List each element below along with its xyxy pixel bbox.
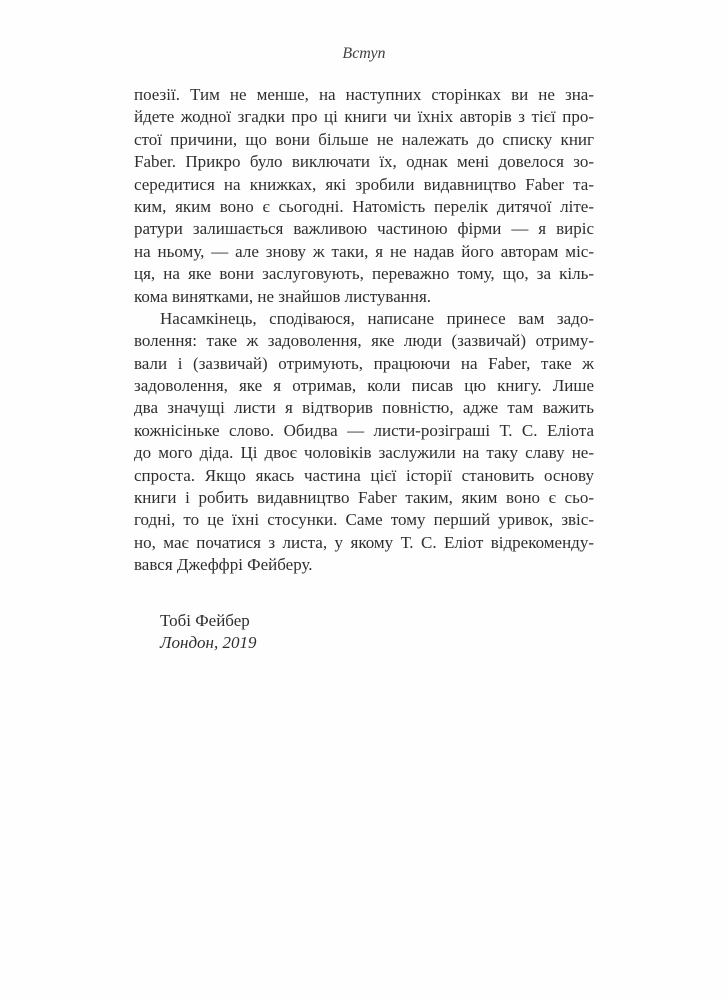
body-line-paragraph-start: Насамкінець, сподіваюся, написане принесе вам задо- bbox=[160, 308, 594, 328]
body-line: задоволення, яке я отримав, коли писав цю книгу. Лише bbox=[134, 376, 594, 396]
body-line-paragraph-end: вався Джеффрі Фейберу. bbox=[134, 555, 313, 575]
chapter-header: Вступ bbox=[342, 45, 386, 62]
body-line: ця, на яке вони заслуговують, переважно тому, що, за кіль- bbox=[134, 264, 594, 284]
body-line: годні, то це їхні стосунки. Саме тому перший уривок, звіс- bbox=[134, 510, 594, 530]
body-line: ким, яким воно є сьогодні. Натомість перелік дитячої літе- bbox=[134, 196, 594, 216]
body-line: до мого діда. Ці двоє чоловіків заслужили на таку славу не- bbox=[134, 443, 594, 463]
body-line: волення: таке ж задоволення, яке люди (зазвичай) отриму- bbox=[134, 331, 594, 351]
body-line-paragraph-end: кома винятками, не знайшов листування. bbox=[134, 286, 432, 306]
body-line: на ньому, — але знову ж таки, я не надав його авторам міс- bbox=[134, 241, 594, 261]
signature-author: Тобі Фейбер bbox=[160, 610, 250, 630]
body-line: кожнісіньке слово. Обидва — листи-розіграші Т. С. Еліота bbox=[134, 420, 594, 440]
body-line: книги і робить видавництво Faber таким, яким воно є сьо- bbox=[134, 488, 594, 508]
signature-block bbox=[134, 610, 594, 655]
body-line: поезії. Тим не менше, на наступних сторінках ви не зна- bbox=[134, 85, 594, 104]
body-text bbox=[134, 84, 594, 654]
body-line: но, має початися з листа, у якому Т. С. Еліот відрекоменду- bbox=[134, 532, 594, 552]
signature-place-date: Лондон, 2019 bbox=[160, 633, 257, 652]
body-line: два значущі листи я відтворив повністю, адже там важить bbox=[134, 398, 594, 418]
body-line: стої причини, що вони більше не належать до списку книг bbox=[134, 129, 594, 149]
body-line: середитися на книжках, які зробили видавництво Faber та- bbox=[134, 174, 594, 194]
body-line: йдете жодної згадки про ці книги чи їхніх авторів з тієї про- bbox=[134, 107, 594, 127]
body-line: Faber. Прикро було виключати їх, однак мені довелося зо- bbox=[134, 152, 594, 172]
body-line: ратури залишається важливою частиною фірми — я виріс bbox=[134, 219, 594, 239]
body-line: спроста. Якщо якась частина цієї історії становить основу bbox=[134, 465, 594, 485]
body-line: вали і (зазвичай) отримують, працюючи на Faber, таке ж bbox=[134, 353, 594, 373]
